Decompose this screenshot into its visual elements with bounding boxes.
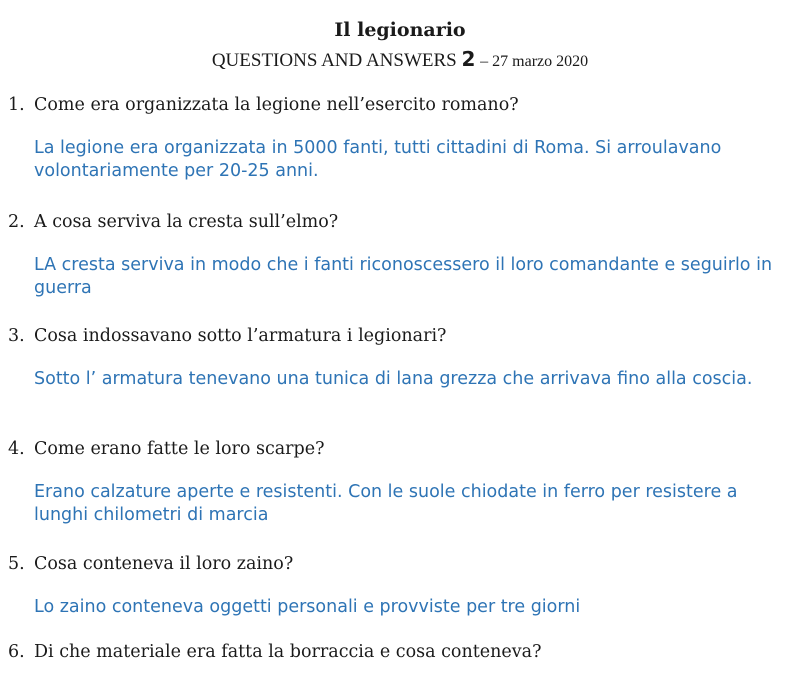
question-text: Di che materiale era fatta la borraccia e cosa conteneva? (34, 642, 542, 662)
question-number: 3. (8, 326, 25, 346)
answer-2: LA cresta serviva in modo che i fanti riconoscessero il loro comandante e seguirlo in guerra (34, 255, 773, 298)
subtitle-number: 2 (461, 47, 476, 71)
question-text: Come era organizzata la legione nell’esercito romano? (34, 95, 519, 115)
question-6 (8, 640, 541, 664)
question-2 (8, 210, 338, 234)
question-text: A cosa serviva la cresta sull’elmo? (34, 212, 339, 232)
question-5 (8, 552, 293, 576)
question-1 (8, 93, 519, 117)
question-text: Come erano fatte le loro scarpe? (34, 439, 325, 459)
question-number: 5. (8, 554, 25, 574)
question-4 (8, 437, 325, 461)
subtitle-prefix: QUESTIONS AND ANSWERS (211, 50, 457, 71)
answer-4: Erano calzature aperte e resistenti. Con le suole chiodate in ferro per resistere a lunghi chilometri di marcia (34, 482, 738, 525)
question-text: Cosa conteneva il loro zaino? (34, 554, 294, 574)
subtitle-date: – 27 marzo 2020 (480, 53, 589, 70)
question-text: Cosa indossavano sotto l’armatura i legionari? (34, 326, 447, 346)
document-subtitle (0, 46, 800, 75)
question-number: 2. (8, 212, 25, 232)
question-number: 4. (8, 439, 25, 459)
document-title: Il legionario (334, 19, 466, 41)
answer-1: La legione era organizzata in 5000 fanti, tutti cittadini di Roma. Si arroulavano volontariamente per 20-25 anni. (34, 138, 722, 181)
answer-5: Lo zaino conteneva oggetti personali e provviste per tre giorni (34, 597, 581, 617)
answer-3: Sotto l’ armatura tenevano una tunica di lana grezza che arrivava fino alla coscia. (34, 369, 753, 389)
question-number: 6. (8, 642, 25, 662)
question-3 (8, 324, 446, 348)
question-number: 1. (8, 95, 25, 115)
